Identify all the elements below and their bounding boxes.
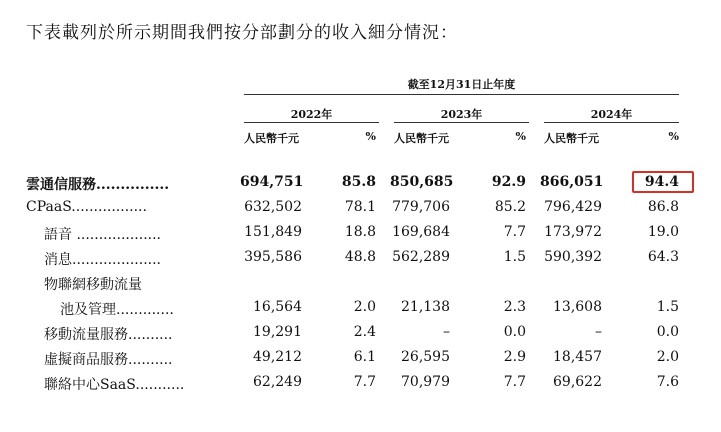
percent-2024: 0.0 xyxy=(656,324,679,340)
value-2024: 866,051 xyxy=(540,174,604,190)
table-row xyxy=(0,274,721,296)
value-2023: 70,979 xyxy=(401,374,450,390)
percent-2024: 2.0 xyxy=(656,349,679,365)
percent-2024: 1.5 xyxy=(656,299,679,315)
value-2022: 395,586 xyxy=(244,249,302,265)
table-row xyxy=(0,349,721,371)
value-2024: 590,392 xyxy=(544,249,602,265)
row-label: 池及管理............. xyxy=(60,302,174,318)
value-2024: 796,429 xyxy=(544,199,602,215)
percent-2022: 78.1 xyxy=(344,199,376,215)
value-2022: 62,249 xyxy=(253,374,302,390)
table-row xyxy=(0,199,721,221)
percent-2022: 2.0 xyxy=(353,299,376,315)
unit-amount-2023: 人民幣千元 xyxy=(394,132,449,145)
value-2023: 26,595 xyxy=(401,349,450,365)
row-label: 物聯網移動流量 xyxy=(44,277,142,293)
row-label: 雲通信服務............... xyxy=(26,177,170,193)
percent-2023: 0.0 xyxy=(503,324,526,340)
percent-2024: 64.3 xyxy=(647,249,679,265)
year-header-2023: 2023年 xyxy=(440,108,483,121)
percent-2022: 2.4 xyxy=(353,324,376,340)
percent-2024: 7.6 xyxy=(656,374,679,390)
value-2023: 779,706 xyxy=(392,199,450,215)
unit-amount-2024: 人民幣千元 xyxy=(544,132,599,145)
year-header-2022: 2022年 xyxy=(290,108,333,121)
percent-2023: 7.7 xyxy=(503,374,526,390)
unit-percent-2022: % xyxy=(365,130,376,143)
percent-2023: 1.5 xyxy=(503,249,526,265)
value-2022: 151,849 xyxy=(244,224,302,240)
period-header: 截至12月31日止年度 xyxy=(407,78,516,91)
year-header-2024: 2024年 xyxy=(590,108,633,121)
unit-amount-2022: 人民幣千元 xyxy=(244,132,299,145)
value-2024: 13,608 xyxy=(553,299,602,315)
value-2024: 173,972 xyxy=(544,224,602,240)
value-2022: 19,291 xyxy=(253,324,302,340)
table-row xyxy=(0,249,721,271)
value-2022: 49,212 xyxy=(253,349,302,365)
value-2023: 21,138 xyxy=(401,299,450,315)
value-2023: 850,685 xyxy=(390,174,454,190)
row-label: 移動流量服務.......... xyxy=(44,327,173,343)
percent-2023: 7.7 xyxy=(503,224,526,240)
header-rule xyxy=(244,94,679,95)
value-2024: 69,622 xyxy=(553,374,602,390)
table-row xyxy=(0,374,721,396)
percent-2023: 92.9 xyxy=(491,174,526,190)
percent-2023: 2.3 xyxy=(503,299,526,315)
percent-2024: 86.8 xyxy=(647,199,679,215)
percent-2022: 7.7 xyxy=(353,374,376,390)
row-label: 語音 ................... xyxy=(44,227,162,243)
year-rule-2023 xyxy=(394,122,529,123)
highlight-box xyxy=(632,171,694,193)
year-rule-2024 xyxy=(544,122,679,123)
percent-2022: 85.8 xyxy=(341,174,376,190)
table-row xyxy=(0,299,721,321)
table-row xyxy=(0,174,721,196)
value-2023: 562,289 xyxy=(392,249,450,265)
unit-percent-2024: % xyxy=(668,130,679,143)
row-label: 聯絡中心SaaS........... xyxy=(44,377,185,393)
percent-2024: 19.0 xyxy=(647,224,679,240)
percent-2022: 18.8 xyxy=(344,224,376,240)
percent-2024: 94.4 xyxy=(644,174,679,190)
unit-percent-2023: % xyxy=(515,130,526,143)
percent-2022: 48.8 xyxy=(344,249,376,265)
percent-2023: 85.2 xyxy=(494,199,526,215)
table-row xyxy=(0,324,721,346)
value-2024: – xyxy=(595,324,602,340)
row-label: CPaaS................. xyxy=(26,199,147,215)
table-row xyxy=(0,224,721,246)
value-2023: – xyxy=(443,324,450,340)
row-label: 消息.................... xyxy=(44,252,162,268)
value-2022: 694,751 xyxy=(240,174,304,190)
percent-2023: 2.9 xyxy=(503,349,526,365)
value-2022: 16,564 xyxy=(253,299,302,315)
value-2023: 169,684 xyxy=(392,224,450,240)
value-2022: 632,502 xyxy=(244,199,302,215)
intro-text: 下表載列於所示期間我們按分部劃分的收入細分情況： xyxy=(26,23,458,43)
value-2024: 18,457 xyxy=(553,349,602,365)
year-rule-2022 xyxy=(244,122,379,123)
row-label: 虛擬商品服務.......... xyxy=(44,352,173,368)
percent-2022: 6.1 xyxy=(353,349,376,365)
